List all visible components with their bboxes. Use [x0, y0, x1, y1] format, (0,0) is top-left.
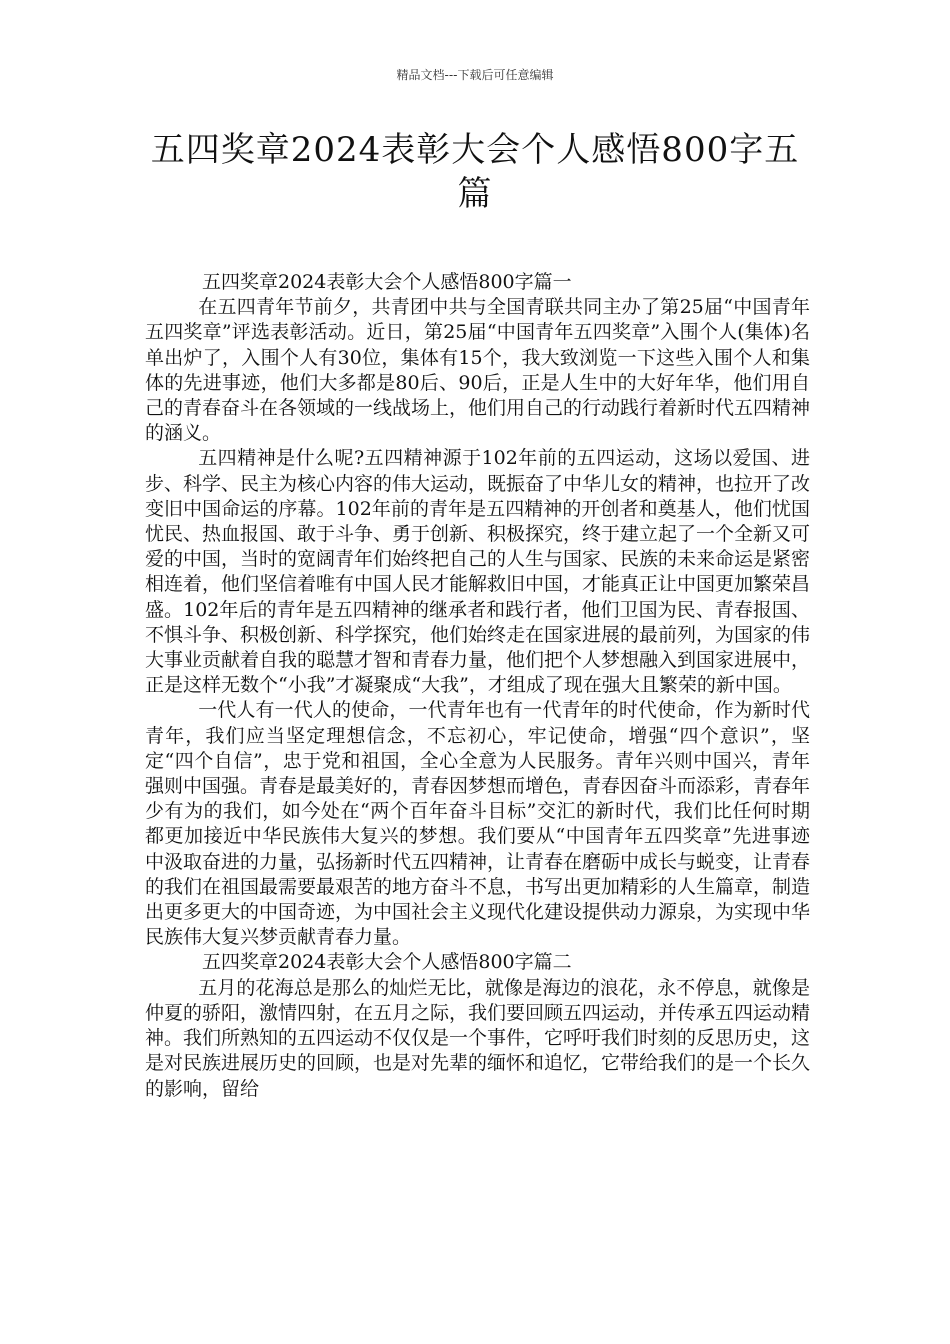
section-heading: 五四奖章2024表彰大会个人感悟800字篇一	[202, 271, 572, 293]
section-heading: 五四奖章2024表彰大会个人感悟800字篇二	[202, 951, 572, 974]
header-note: 精品文档---下载后可任意编辑	[396, 68, 554, 82]
paragraph: 五四精神是什么呢?五四精神源于102年前的五四运动，这场以爱国、进步、科学、民主为核心内容的伟大运动，既振奋了中华儿女的精神，也拉开了改变旧中国命运的序幕。102年前的青年是五四精神的开创者和奠基人，他们忧国忧民、热血报国、敢于斗争、勇于创新、积极探究，终于建立起了一个全新又可爱的中国，当时的宽阔青年们始终把自己的人生与国家、民族的未来命运是紧密相连着，他们坚信着唯有中国人民才能解救旧中国，才能真正让中国更加繁荣昌盛。102年后的青年是五四精神的继承者和践行者，他们卫国为民、青春报国、不惧斗争、积极创新、科学探究，他们始终走在国家进展的最前列，为国家的伟大事业贡献着自我的聪慧才智和青春力量，他们把个人梦想融入到国家进展中，正是这样无数个“小我”才凝聚成“大我”，才组成了现在强大且繁荣的新中国。	[145, 447, 811, 697]
paragraph: 一代人有一代人的使命，一代青年也有一代青年的时代使命，作为新时代青年，我们应当坚定理想信念，不忘初心，牢记使命，增强“四个意识”，坚定“四个自信”，忠于党和祖国，全心全意为人民服务。青年兴则中国兴，青年强则中国强。青春是最美好的，青春因梦想而增色，青春因奋斗而添彩，青春年少有为的我们，如今处在“两个百年奋斗目标”交汇的新时代，我们比任何时期都更加接近中华民族伟大复兴的梦想。我们要从“中国青年五四奖章”先进事迹中汲取奋进的力量，弘扬新时代五四精神，让青春在磨砺中成长与蜕变，让青春的我们在祖国最需要最艰苦的地方奋斗不息，书写出更加精彩的人生篇章，制造出更多更大的中国奇迹，为中国社会主义现代化建设提供动力源泉，为实现中华民族伟大复兴梦贡献青春力量。	[145, 699, 811, 949]
document-title: 五四奖章2024表彰大会个人感悟800字五篇	[150, 130, 800, 214]
document-body	[145, 270, 810, 1102]
paragraph: 在五四青年节前夕，共青团中共与全国青联共同主办了第25届“中国青年五四奖章”评选表彰活动。近日，第25届“中国青年五四奖章”入围个人(集体)名单出炉了，入围个人有30位，集体有15个，我大致浏览一下这些入围个人和集体的先进事迹，他们大多都是80后、90后，正是人生中的大好年华，他们用自己的青春奋斗在各领域的一线战场上，他们用自己的行动践行着新时代五四精神的涵义。	[145, 296, 811, 445]
paragraph: 五月的花海总是那么的灿烂无比，就像是海边的浪花，永不停息，就像是仲夏的骄阳，激情四射，在五月之际，我们要回顾五四运动，并传承五四运动精神。我们所熟知的五四运动不仅仅是一个事件，它呼吁我们时刻的反思历史，这是对民族进展历史的回顾，也是对先辈的缅怀和追忆，它带给我们的是一个长久的影响，留给	[145, 976, 811, 1100]
